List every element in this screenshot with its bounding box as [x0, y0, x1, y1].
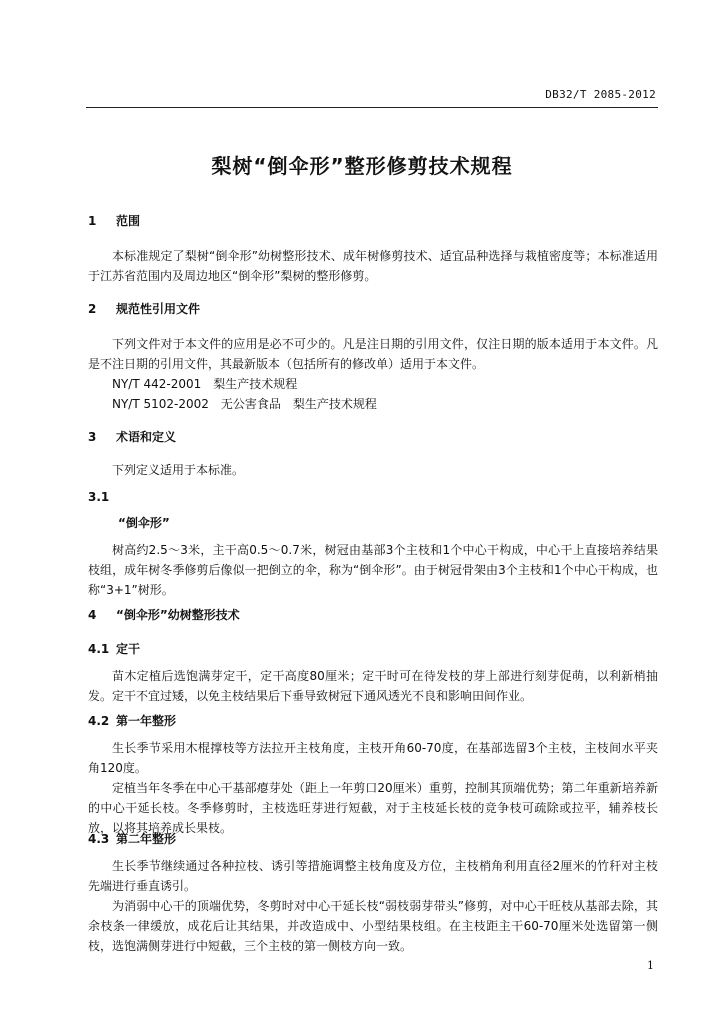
paragraph: 为消弱中心干的顶端优势，冬剪时对中心干延长枝“弱枝弱芽带头”修剪，对中心干旺枝从基部去除，其余枝条一律缓放，成花后让其结果，并改造成中、小型结果枝组。在主枝距主干60-70厘米处选留第一侧枝，选饱满侧芽进行中短截，三个主枝的第一侧枝方向一致。 [88, 899, 658, 953]
section-title: 第一年整形 [116, 714, 177, 728]
section-number: 2 [88, 302, 97, 316]
paragraph: 生长季节采用木棍撑枝等方法拉开主枝角度，主枝开角60-70度，在基部选留3个主枝，主枝间水平夹角120度。 [88, 741, 658, 775]
section-4-heading [88, 606, 658, 623]
section-4-2-heading [88, 712, 658, 729]
header-rule [86, 107, 658, 108]
reference-item: NY/T 442-2001 梨生产技术规程 [112, 377, 298, 391]
standard-code: DB32/T 2085-2012 [545, 88, 656, 101]
paragraph: 定植当年冬季在中心干基部瘪芽处（距上一年剪口20厘米）重剪，控制其顶端优势；第二年重新培养新的中心干延长枝。冬季修剪时，主枝选旺芽进行短截，对于主枝延长枝的竞争枝可疏除或拉平，辅养枝长放，以将其培养成长果枝。 [88, 781, 658, 835]
section-number: 4 [88, 608, 97, 622]
paragraph: 苗木定植后选饱满芽定干，定干高度80厘米；定干时可在待发枝的芽上部进行刻芽促萌，以利新梢抽发。定干不宜过矮，以免主枝结果后下垂导致树冠下通风透光不良和影响田间作业。 [88, 669, 658, 703]
section-number: 4.2 [88, 714, 110, 728]
section-number: 3.1 [88, 490, 110, 504]
term-3-1 [88, 514, 658, 531]
reference-item: NY/T 5102-2002 无公害食品 梨生产技术规程 [112, 397, 377, 411]
section-title: 定干 [116, 642, 141, 656]
section-title: 第二年整形 [116, 832, 177, 846]
paragraph: 本标准规定了梨树“倒伞形”幼树整形技术、成年树修剪技术、适宜品种选择与栽植密度等；本标准适用于江苏省范围内及周边地区“倒伞形”梨树的整形修剪。 [88, 249, 658, 283]
section-title: 规范性引用文件 [116, 302, 201, 316]
section-3-heading [88, 428, 658, 445]
section-number: 4.1 [88, 642, 110, 656]
section-number: 1 [88, 214, 97, 228]
section-1-heading [88, 212, 658, 229]
page-number: 1 [647, 959, 654, 972]
section-2-body [88, 334, 658, 414]
section-title: 范围 [116, 214, 141, 228]
paragraph: 下列文件对于本文件的应用是必不可少的。凡是注日期的引用文件，仅注日期的版本适用于本文件。凡是不注日期的引用文件，其最新版本（包括所有的修改单）适用于本文件。 [88, 337, 658, 371]
paragraph: 树高约2.5～3米，主干高0.5～0.7米，树冠由基部3个主枝和1个中心干构成，中心干上直接培养结果枝组，成年树冬季修剪后像似一把倒立的伞，称为“倒伞形”。由于树冠骨架由3个主枝和1个中心干构成，也称“3+1”树形。 [88, 543, 658, 597]
section-4-1-body [88, 666, 658, 706]
section-number: 4.3 [88, 832, 110, 846]
paragraph: 下列定义适用于本标准。 [112, 463, 245, 477]
section-2-heading [88, 300, 658, 317]
section-4-3-heading [88, 830, 658, 847]
section-4-2-body [88, 738, 658, 838]
section-3-body [88, 460, 658, 480]
section-4-3-body [88, 856, 658, 956]
section-3-1-heading [88, 490, 658, 504]
section-1-body [88, 246, 658, 286]
term-name: “倒伞形” [118, 516, 170, 530]
section-number: 3 [88, 430, 97, 444]
section-title: 术语和定义 [116, 430, 177, 444]
section-4-1-heading [88, 640, 658, 657]
paragraph: 生长季节继续通过各种拉枝、诱引等措施调整主枝角度及方位，主枝梢角利用直径2厘米的竹秆对主枝先端进行垂直诱引。 [88, 859, 658, 893]
document-title: 梨树“倒伞形”整形修剪技术规程 [211, 154, 513, 178]
section-3-1-body [88, 540, 658, 600]
section-title: “倒伞形”幼树整形技术 [116, 608, 240, 622]
